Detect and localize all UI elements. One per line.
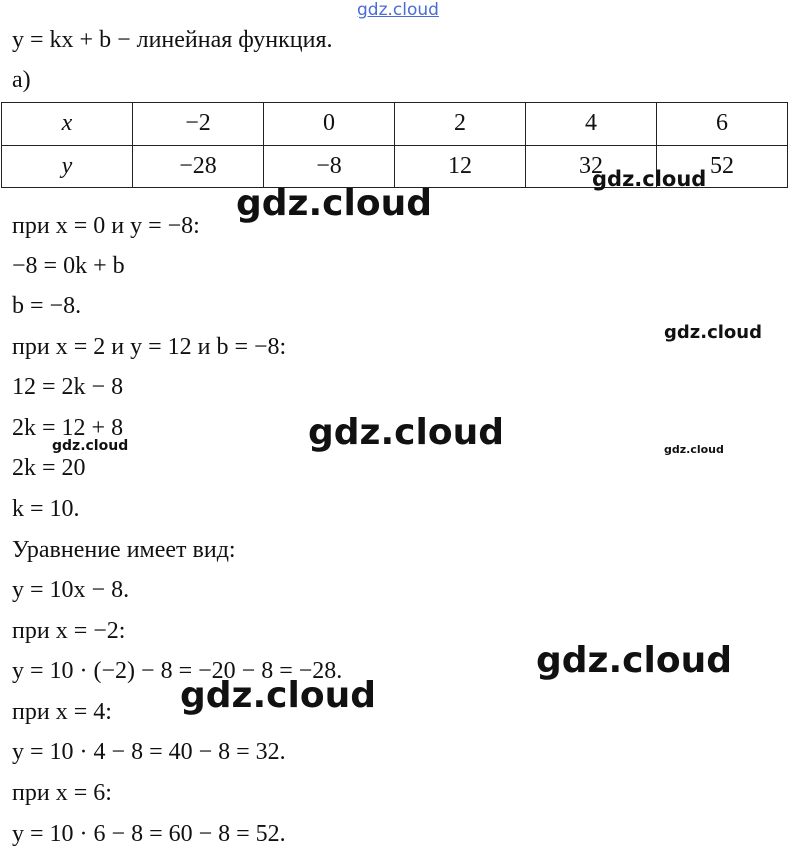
part-label: а)	[12, 67, 31, 93]
solution-line: при x = −2:	[12, 618, 126, 644]
solution-line: −8 = 0k + b	[12, 253, 125, 279]
solution-line: k = 10.	[12, 496, 80, 522]
table-cell: 52	[657, 145, 788, 188]
table-cell: x	[2, 103, 133, 146]
table-cell: −28	[133, 145, 264, 188]
solution-line: y = 10 · (−2) − 8 = −20 − 8 = −28.	[12, 658, 343, 684]
watermark: gdz.cloud	[236, 183, 432, 224]
table-cell: −2	[133, 103, 264, 146]
solution-line: при x = 4:	[12, 699, 112, 725]
watermark: gdz.cloud	[180, 675, 376, 716]
table-cell: 32	[526, 145, 657, 188]
watermark: gdz.cloud	[52, 438, 129, 454]
solution-line: y = 10x − 8.	[12, 577, 130, 603]
table-cell: 4	[526, 103, 657, 146]
solution-line: b = −8.	[12, 293, 82, 319]
solution-line: y = 10 · 4 − 8 = 40 − 8 = 32.	[12, 739, 286, 765]
watermark: gdz.cloud	[536, 640, 732, 681]
table-cell: 6	[657, 103, 788, 146]
solution-line: при x = 0 и y = −8:	[12, 213, 200, 239]
solution-line: при x = 6:	[12, 780, 112, 806]
table-row-x	[2, 103, 788, 146]
solution-line: 2k = 12 + 8	[12, 415, 124, 441]
table-cell: y	[2, 145, 133, 188]
table-cell: 0	[264, 103, 395, 146]
solution-line: при x = 2 и y = 12 и b = −8:	[12, 334, 287, 360]
watermark: gdz.cloud	[664, 322, 762, 343]
solution-line: Уравнение имеет вид:	[12, 537, 236, 563]
watermark-top: gdz.cloud	[357, 0, 439, 20]
table-cell: 12	[395, 145, 526, 188]
solution-line: 2k = 20	[12, 455, 86, 481]
solution-line: y = 10 · 6 − 8 = 60 − 8 = 52.	[12, 821, 286, 847]
watermark: gdz.cloud	[664, 443, 724, 456]
table-cell: 2	[395, 103, 526, 146]
watermark: gdz.cloud	[592, 167, 707, 191]
solution-line: 12 = 2k − 8	[12, 374, 124, 400]
table-cell: −8	[264, 145, 395, 188]
watermark: gdz.cloud	[308, 412, 504, 453]
intro-line: y = kx + b − линейная функция.	[12, 27, 333, 53]
